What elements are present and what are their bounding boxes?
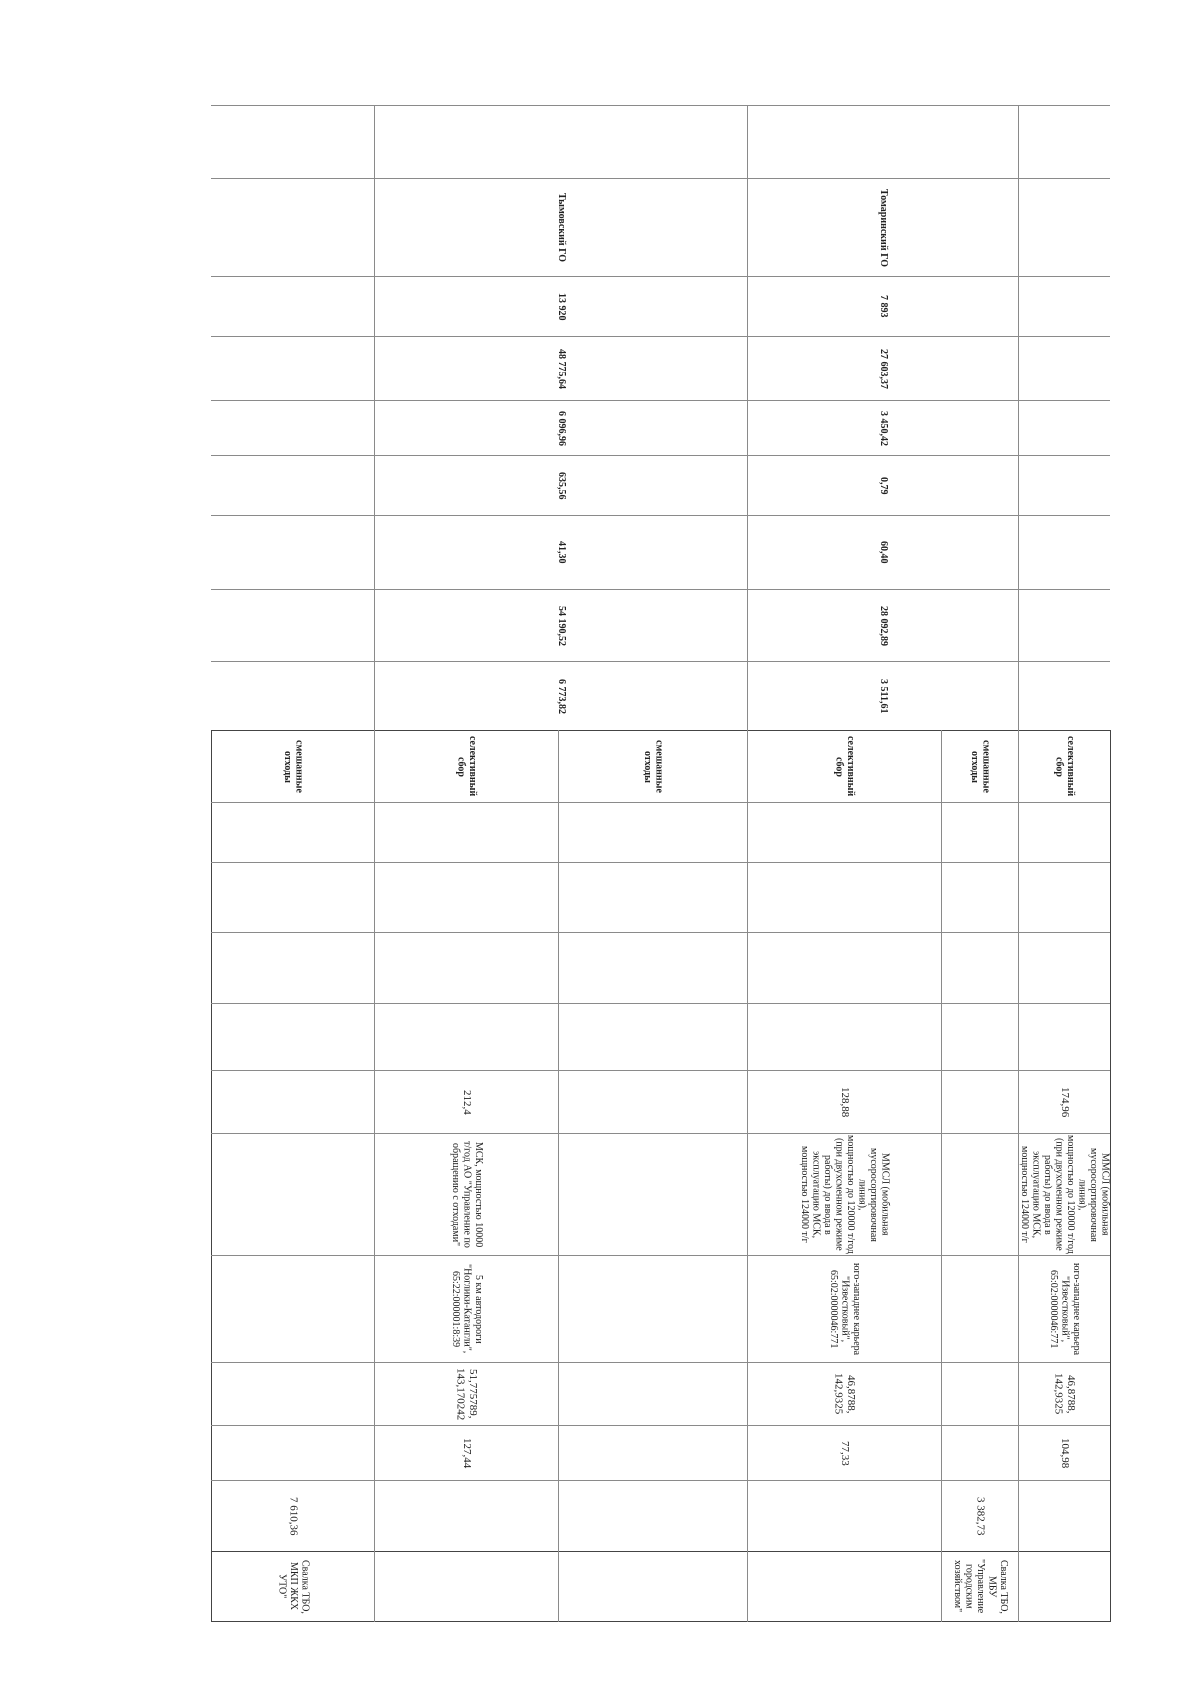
upper-row-value: 48 775,64: [555, 348, 567, 389]
coordinates-cell: 46,8788, 142,9325: [832, 1373, 858, 1415]
upper-row-population: 13 920: [555, 292, 567, 321]
mixed-volume-cell: 3 382,73: [974, 1496, 987, 1536]
lower-header-cell: смешанные отходы: [282, 740, 305, 793]
table-rule: [211, 1133, 1110, 1134]
table-rule: [211, 1255, 1110, 1256]
upper-row-label: Тымовский ГО: [555, 192, 567, 263]
table-rule: [211, 1003, 1110, 1004]
upper-row-value: 27 603,37: [877, 348, 889, 389]
upper-row-value: 635,56: [555, 471, 567, 500]
site-cell: юго-западнее карьера "Известковый", 65:02:0000046:771: [1047, 1262, 1082, 1356]
coordinates-cell: 51,775789, 143,170242: [454, 1367, 480, 1421]
table-rule: [211, 1362, 1110, 1363]
table-rule: [558, 730, 559, 1622]
upper-row-population: 7 893: [877, 295, 889, 318]
lower-header-cell: смешанные отходы: [969, 740, 992, 793]
upper-row-value: 0,79: [877, 476, 889, 495]
distance-cell: 127,44: [460, 1437, 473, 1469]
distance-cell: 77,33: [838, 1440, 851, 1466]
upper-row-value: 54 190,52: [555, 605, 567, 646]
upper-row-value: 28 092,89: [877, 605, 889, 646]
mixed-volume-cell: 7 610,36: [287, 1496, 300, 1536]
table-rule: [211, 1070, 1110, 1071]
table-rule: [211, 862, 1110, 863]
table-rule: [211, 1425, 1110, 1426]
lower-header-cell: селективный сбор: [455, 736, 478, 797]
site-cell: юго-западнее карьера "Известковый", 65:02:0000046:771: [827, 1262, 862, 1356]
facility-cell: ММСЛ (мобильная мусоросортировочная линия), мощностью до 120000 т/год (при двухсменном режиме работы) до ввода в эксплуатацию МСК, мощностью 124000 т/г: [799, 1135, 891, 1254]
table-rule: [211, 105, 1110, 106]
upper-row-value: 3 450,42: [877, 410, 889, 446]
table-rule: [1018, 105, 1019, 730]
capacity-cell: 128,88: [838, 1086, 851, 1118]
table-rule: [211, 932, 1110, 933]
lower-header-cell: селективный сбор: [833, 736, 856, 797]
facility-cell: МСК, мощностью 10000 т/год АО "Управление по обращению с отходами": [449, 1141, 484, 1248]
upper-row-value: 6 773,82: [555, 678, 567, 714]
table-rule: [211, 802, 1110, 803]
upper-row-label: Томаринский ГО: [877, 188, 889, 267]
upper-row-value: 60,40: [877, 541, 889, 564]
site-cell: 5 км автодороги "Ноглики-Катангли", 65:22:000001:8:39: [449, 1264, 484, 1354]
lower-header-cell: смешанные отходы: [642, 740, 665, 793]
upper-row-value: 3 511,61: [877, 678, 889, 714]
operator-cell: Свалка ТБО, МБУ "Управление городским хозяйством": [951, 1559, 1009, 1614]
lower-header-cell: селективный сбор: [1053, 736, 1076, 797]
upper-row-value: 41,30: [555, 541, 567, 564]
operator-cell: Свалка ТБО, МКП ЖКХ УТО": [276, 1559, 311, 1614]
coordinates-cell: 46,8788, 142,9325: [1052, 1373, 1078, 1415]
capacity-cell: 212,4: [460, 1089, 473, 1115]
distance-cell: 104,98: [1058, 1437, 1071, 1469]
upper-row-value: 6 096,96: [555, 410, 567, 446]
capacity-cell: 174,96: [1058, 1086, 1071, 1118]
table-border: [211, 1621, 1110, 1622]
facility-cell: ММСЛ (мобильная мусоросортировочная линия), мощностью до 120000 т/год (при двухсменном режиме работы) до ввода в эксплуатацию МСК, мощностью 124000 т/г: [1019, 1135, 1111, 1254]
